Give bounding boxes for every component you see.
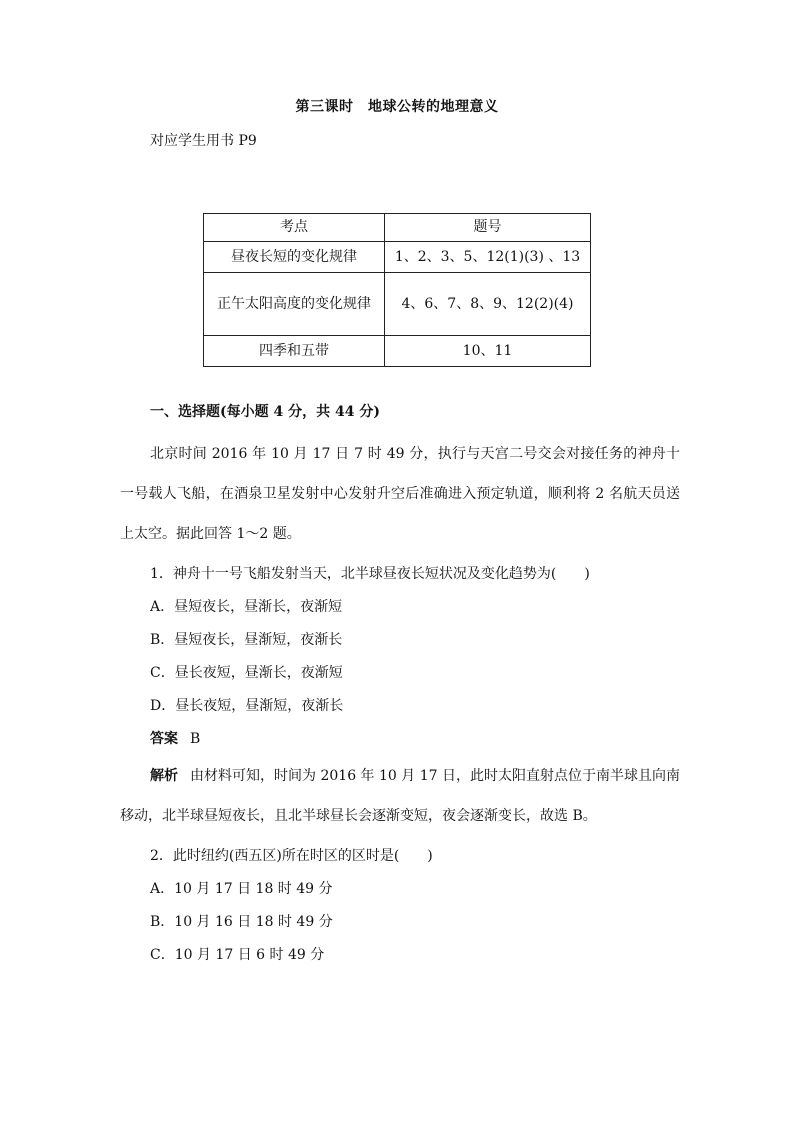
question-1-option-c: C．昼长夜短，昼渐长，夜渐短 (150, 665, 343, 681)
table-cell-topic: 正午太阳高度的变化规律 (204, 273, 385, 336)
question-2-option-a: A．10 月 17 日 18 时 49 分 (150, 881, 333, 897)
analysis-text: 由材料可知，时间为 2016 年 10 月 17 日，此时太阳直射点位于南半球且向南移动，北半球昼短夜长，且北半球昼长会逐渐变短，夜会逐渐变长，故选 B。 (120, 768, 681, 824)
answer-label: 答案 (150, 731, 178, 747)
section-heading: 一、选择题(每小题 4 分，共 44 分) (150, 404, 380, 420)
table-cell-questions: 4、6、7、8、9、12(2)(4) (385, 273, 591, 336)
material-paragraph: 北京时间 2016 年 10 月 17 日 7 时 49 分，执行与天宫二号交会对接任务的神舟十一号载人飞船，在酒泉卫星发射中心发射升空后准确进入预定轨道，顺利将 2 名航天员送上太空。据此回答 1～2 题。 (120, 446, 680, 542)
table-row (204, 242, 591, 273)
table-row (204, 273, 591, 336)
table-header-row (204, 214, 591, 242)
page-title: 第三课时 地球公转的地理意义 (295, 99, 499, 115)
answer-value: B (190, 731, 201, 747)
textbook-reference: 对应学生用书 P9 (150, 133, 257, 149)
analysis-label: 解析 (150, 768, 179, 784)
table-header-cell: 题号 (385, 214, 591, 242)
knowledge-point-table (203, 213, 591, 367)
table-cell-questions: 1、2、3、5、12(1)(3) 、13 (385, 242, 591, 273)
question-2-stem: 2．此时纽约(西五区)所在时区的区时是( ) (150, 848, 433, 864)
question-1-option-d: D．昼长夜短，昼渐短，夜渐长 (150, 698, 344, 714)
table-cell-topic: 昼夜长短的变化规律 (204, 242, 385, 273)
question-1-option-a: A．昼短夜长，昼渐长，夜渐短 (150, 599, 343, 615)
table-row (204, 336, 591, 367)
question-1-option-b: B．昼短夜长，昼渐短，夜渐长 (150, 632, 343, 648)
table-cell-topic: 四季和五带 (204, 336, 385, 367)
table-header-cell: 考点 (204, 214, 385, 242)
table-cell-questions: 10、11 (385, 336, 591, 367)
question-section (120, 398, 680, 972)
question-1-answer (150, 723, 680, 756)
question-2-option-b: B．10 月 16 日 18 时 49 分 (150, 914, 333, 930)
question-2-option-c: C．10 月 17 日 6 时 49 分 (150, 947, 325, 963)
question-1-analysis (120, 756, 680, 836)
question-1-stem: 1．神舟十一号飞船发射当天，北半球昼夜长短状况及变化趋势为( ) (150, 566, 590, 582)
